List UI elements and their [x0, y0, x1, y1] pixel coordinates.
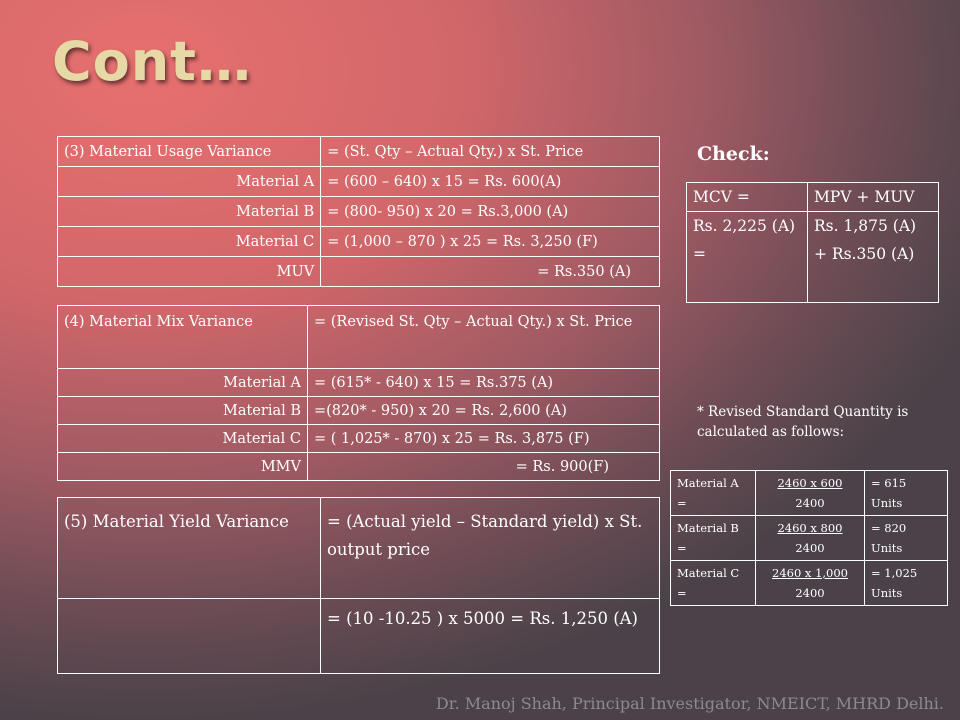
- material-mix-variance-table: [57, 305, 660, 481]
- material-usage-variance-table: [57, 136, 660, 287]
- rq-denominator: 2400: [795, 586, 825, 600]
- table-row: [58, 197, 660, 227]
- mm-total-value: = Rs. 900(F): [308, 453, 660, 481]
- rq-fraction: [756, 561, 865, 606]
- mu-total-label: MUV: [58, 257, 321, 287]
- mm-row-value: = ( 1,025* - 870) x 25 = Rs. 3,875 (F): [308, 425, 660, 453]
- table-row: [671, 471, 948, 516]
- mm-total-label: MMV: [58, 453, 308, 481]
- check-table: [686, 182, 939, 303]
- revised-quantity-table: [670, 470, 948, 606]
- table-row: [687, 212, 939, 303]
- mu-row-label: Material A: [58, 167, 321, 197]
- table-row: [58, 453, 660, 481]
- rq-material: Material A =: [671, 471, 756, 516]
- my-header-formula: = (Actual yield – Standard yield) x St. output price: [321, 498, 660, 599]
- rq-numerator: 2460 x 1,000: [772, 566, 848, 580]
- mu-row-label: Material B: [58, 197, 321, 227]
- mm-row-label: Material A: [58, 369, 308, 397]
- rq-numerator: 2460 x 600: [777, 476, 843, 490]
- table-row: [671, 516, 948, 561]
- mm-header-label: (4) Material Mix Variance: [58, 306, 308, 369]
- my-value: = (10 -10.25 ) x 5000 = Rs. 1,250 (A): [321, 599, 660, 674]
- mu-row-value: = (600 – 640) x 15 = Rs. 600(A): [321, 167, 660, 197]
- table-row: [58, 137, 660, 167]
- mm-row-value: =(820* - 950) x 20 = Rs. 2,600 (A): [308, 397, 660, 425]
- rq-denominator: 2400: [795, 541, 825, 555]
- mm-row-label: Material B: [58, 397, 308, 425]
- table-row: [687, 183, 939, 212]
- slide-title: Cont…: [52, 30, 252, 93]
- mu-row-value: = (1,000 – 870 ) x 25 = Rs. 3,250 (F): [321, 227, 660, 257]
- mm-header-formula: = (Revised St. Qty – Actual Qty.) x St. Price: [308, 306, 660, 369]
- mm-row-label: Material C: [58, 425, 308, 453]
- table-row: [671, 561, 948, 606]
- rq-numerator: 2460 x 800: [777, 521, 843, 535]
- mu-row-value: = (800- 950) x 20 = Rs.3,000 (A): [321, 197, 660, 227]
- my-empty-cell: [58, 599, 321, 674]
- check-header-mcv: MCV =: [687, 183, 808, 212]
- table-row: [58, 227, 660, 257]
- check-sum-value: Rs. 1,875 (A) + Rs.350 (A): [808, 212, 939, 303]
- rq-denominator: 2400: [795, 496, 825, 510]
- check-header-sum: MPV + MUV: [808, 183, 939, 212]
- mu-header-formula: = (St. Qty – Actual Qty.) x St. Price: [321, 137, 660, 167]
- rq-result: = 1,025 Units: [865, 561, 948, 606]
- table-row: [58, 369, 660, 397]
- table-row: [58, 599, 660, 674]
- rq-result: = 820 Units: [865, 516, 948, 561]
- mu-row-label: Material C: [58, 227, 321, 257]
- table-row: [58, 498, 660, 599]
- table-row: [58, 397, 660, 425]
- revised-quantity-note: * Revised Standard Quantity is calculated as follows:: [697, 404, 909, 440]
- table-row: [58, 306, 660, 369]
- mm-row-value: = (615* - 640) x 15 = Rs.375 (A): [308, 369, 660, 397]
- my-header-label: (5) Material Yield Variance: [58, 498, 321, 599]
- table-row: [58, 257, 660, 287]
- check-label: Check:: [697, 143, 770, 165]
- rq-material: Material C =: [671, 561, 756, 606]
- rq-material: Material B =: [671, 516, 756, 561]
- material-yield-variance-table: [57, 497, 660, 674]
- mu-header-label: (3) Material Usage Variance: [58, 137, 321, 167]
- rq-result: = 615 Units: [865, 471, 948, 516]
- table-row: [58, 167, 660, 197]
- mu-total-value: = Rs.350 (A): [321, 257, 660, 287]
- check-mcv-value: Rs. 2,225 (A) =: [687, 212, 808, 303]
- rq-fraction: [756, 471, 865, 516]
- footer-credit: Dr. Manoj Shah, Principal Investigator, NMEICT, MHRD Delhi.: [435, 694, 944, 713]
- rq-fraction: [756, 516, 865, 561]
- table-row: [58, 425, 660, 453]
